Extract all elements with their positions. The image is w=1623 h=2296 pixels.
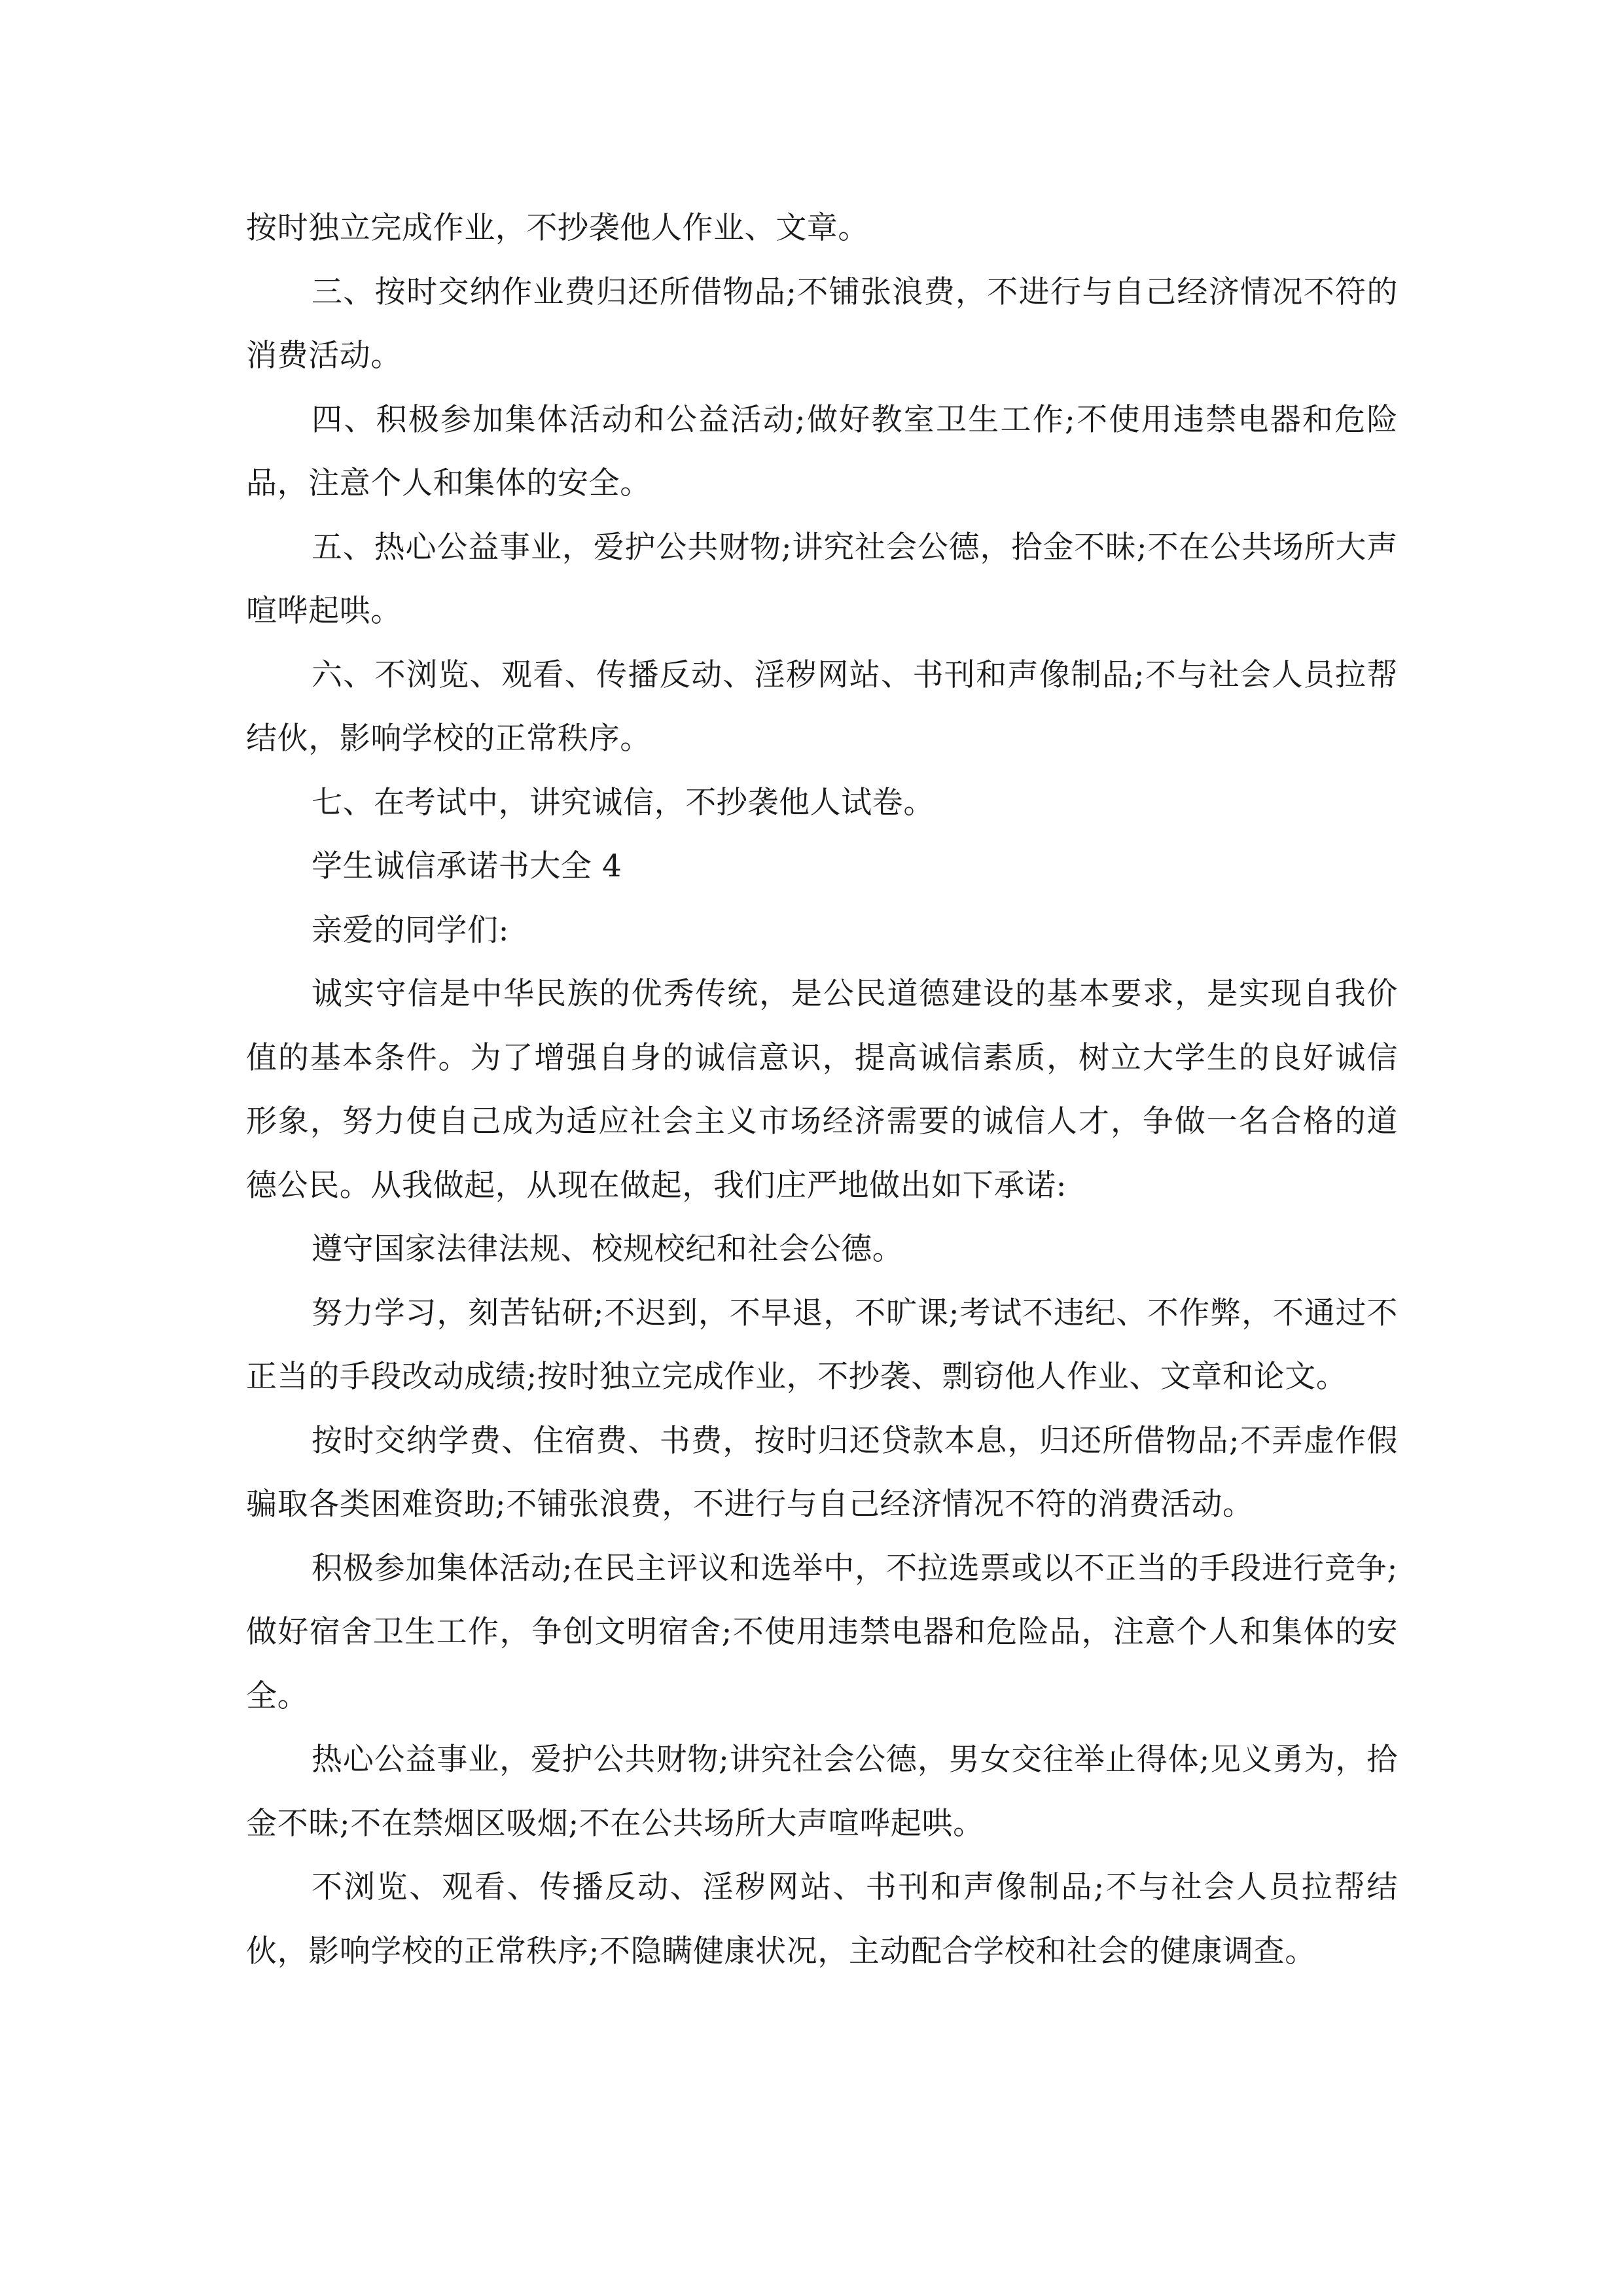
paragraph: 努力学习，刻苦钻研;不迟到，不早退，不旷课;考试不违纪、不作弊，不通过不正当的手段改动成绩;按时独立完成作业，不抄袭、剽窃他人作业、文章和论文。 — [246, 1295, 1398, 1395]
paragraph: 四、积极参加集体活动和公益活动;做好教室卫生工作;不使用违禁电器和危险品，注意个人和集体的安全。 — [246, 401, 1398, 501]
section-heading: 学生诚信承诺书大全 4 — [312, 848, 622, 884]
paragraph: 诚实守信是中华民族的优秀传统，是公民道德建设的基本要求，是实现自我价值的基本条件。为了增强自身的诚信意识，提高诚信素质，树立大学生的良好诚信形象，努力使自己成为适应社会主义市场经济需要的诚信人才，争做一名合格的道德公民。从我做起，从现在做起，我们庄严地做出如下承诺: — [246, 976, 1398, 1204]
paragraph: 积极参加集体活动;在民主评议和选举中，不拉选票或以不正当的手段进行竞争;做好宿舍卫生工作，争创文明宿舍;不使用违禁电器和危险品，注意个人和集体的安全。 — [246, 1550, 1398, 1714]
paragraph: 不浏览、观看、传播反动、淫秽网站、书刊和声像制品;不与社会人员拉帮结伙，影响学校的正常秩序;不隐瞒健康状况，主动配合学校和社会的健康调查。 — [246, 1869, 1398, 1969]
paragraph: 遵守国家法律法规、校规校纪和社会公德。 — [312, 1231, 904, 1267]
salutation: 亲爱的同学们: — [312, 912, 510, 948]
paragraph: 六、不浏览、观看、传播反动、淫秽网站、书刊和声像制品;不与社会人员拉帮结伙，影响学校的正常秩序。 — [246, 656, 1398, 757]
paragraph: 热心公益事业，爱护公共财物;讲究社会公德，男女交往举止得体;见义勇为，拾金不昧;不在禁烟区吸烟;不在公共场所大声喧哗起哄。 — [246, 1742, 1398, 1842]
document-body — [246, 196, 1398, 1983]
paragraph: 五、热心公益事业，爱护公共财物;讲究社会公德，拾金不昧;不在公共场所大声喧哗起哄。 — [246, 529, 1398, 629]
paragraph: 七、在考试中，讲究诚信，不抄袭他人试卷。 — [312, 784, 935, 821]
paragraph: 按时交纳学费、住宿费、书费，按时归还贷款本息，归还所借物品;不弄虚作假骗取各类困难资助;不铺张浪费，不进行与自己经济情况不符的消费活动。 — [246, 1422, 1398, 1522]
paragraph: 按时独立完成作业，不抄袭他人作业、文章。 — [246, 210, 869, 246]
paragraph: 三、按时交纳作业费归还所借物品;不铺张浪费，不进行与自己经济情况不符的消费活动。 — [246, 274, 1398, 374]
